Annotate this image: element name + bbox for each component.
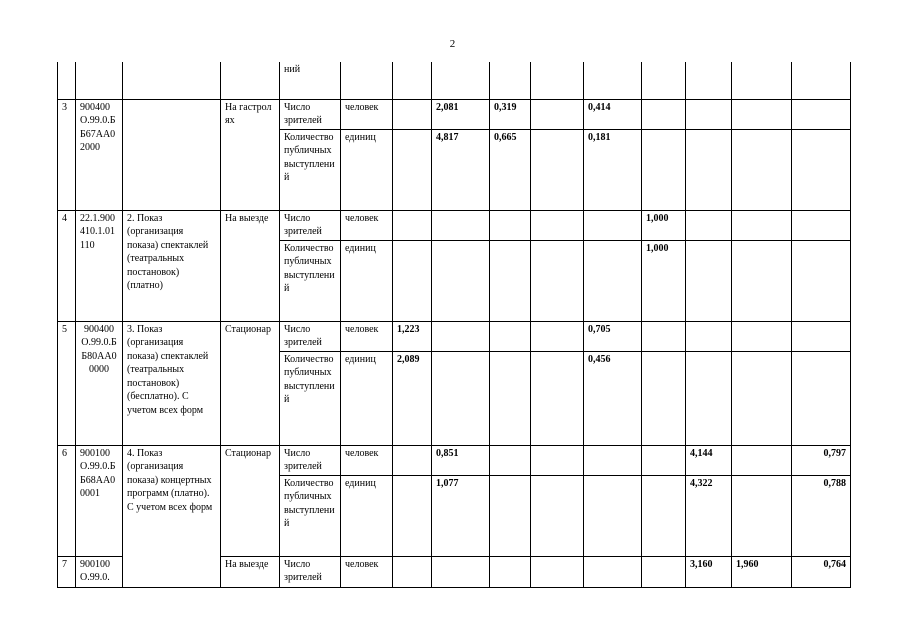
indicator-name: Число зрителей bbox=[280, 445, 341, 475]
indicator-name: Число зрителей bbox=[280, 99, 341, 129]
unit: человек bbox=[341, 210, 393, 240]
value-cell: 0,797 bbox=[792, 445, 851, 475]
value-cell: 2,089 bbox=[393, 351, 432, 445]
value-cell: 0,851 bbox=[432, 445, 490, 475]
indicator-cell: ний bbox=[280, 62, 341, 99]
value-cell: 0,764 bbox=[792, 556, 851, 587]
table-row bbox=[58, 321, 851, 351]
value-cell: 2,081 bbox=[432, 99, 490, 129]
service-name: 2. Показ (организация показа) спектаклей (театральных постановок) (платно) bbox=[123, 210, 221, 321]
table-row bbox=[58, 445, 851, 475]
services-table bbox=[57, 62, 851, 588]
value-cell: 0,181 bbox=[584, 129, 642, 210]
value-cell: 4,817 bbox=[432, 129, 490, 210]
indicator-name: Количество публичных выступлений bbox=[280, 351, 341, 445]
service-name: 3. Показ (организация показа) спектаклей (театральных постановок) (бесплатно). С учетом всех форм bbox=[123, 321, 221, 445]
unit: единиц bbox=[341, 129, 393, 210]
value-cell: 1,000 bbox=[642, 210, 686, 240]
service-form: На выезде bbox=[221, 210, 280, 321]
service-form: Стационар bbox=[221, 321, 280, 445]
registry-code: 900100О.99.0. bbox=[76, 556, 123, 587]
value-cell: 4,144 bbox=[686, 445, 732, 475]
registry-code: 900400О.99.0.ББ80АА00000 bbox=[76, 321, 123, 445]
table-row-continuation bbox=[58, 62, 851, 99]
unit: человек bbox=[341, 99, 393, 129]
value-cell: 1,077 bbox=[432, 475, 490, 556]
value-cell: 4,322 bbox=[686, 475, 732, 556]
unit: единиц bbox=[341, 240, 393, 321]
value-cell: 0,319 bbox=[490, 99, 531, 129]
value-cell: 0,456 bbox=[584, 351, 642, 445]
indicator-name: Число зрителей bbox=[280, 210, 341, 240]
registry-code: 900400О.99.0.ББ67АА02000 bbox=[76, 99, 123, 210]
row-number: 7 bbox=[58, 556, 76, 587]
indicator-name: Количество публичных выступлений bbox=[280, 475, 341, 556]
row-number: 3 bbox=[58, 99, 76, 210]
registry-code: 900100О.99.0.ББ68АА00001 bbox=[76, 445, 123, 556]
value-cell: 1,223 bbox=[393, 321, 432, 351]
value-cell: 0,788 bbox=[792, 475, 851, 556]
row-number: 4 bbox=[58, 210, 76, 321]
service-form: Стационар bbox=[221, 445, 280, 556]
unit: единиц bbox=[341, 475, 393, 556]
unit: человек bbox=[341, 556, 393, 587]
indicator-name: Число зрителей bbox=[280, 321, 341, 351]
row-number: 5 bbox=[58, 321, 76, 445]
value-cell: 3,160 bbox=[686, 556, 732, 587]
unit: человек bbox=[341, 321, 393, 351]
unit: единиц bbox=[341, 351, 393, 445]
table-row bbox=[58, 99, 851, 129]
row-number: 6 bbox=[58, 445, 76, 556]
indicator-name: Количество публичных выступлений bbox=[280, 129, 341, 210]
service-form: На гастролях bbox=[221, 99, 280, 210]
service-name bbox=[123, 99, 221, 210]
value-cell: 0,705 bbox=[584, 321, 642, 351]
indicator-name: Количество публичных выступлений bbox=[280, 240, 341, 321]
registry-code: 22.1.900410.1.01110 bbox=[76, 210, 123, 321]
page-number: 2 bbox=[449, 38, 456, 50]
service-form: На выезде bbox=[221, 556, 280, 587]
value-cell: 1,960 bbox=[732, 556, 792, 587]
value-cell: 0,414 bbox=[584, 99, 642, 129]
value-cell: 0,665 bbox=[490, 129, 531, 210]
service-name: 4. Показ (организация показа) концертных программ (платно). С учетом всех форм bbox=[123, 445, 221, 587]
indicator-name: Число зрителей bbox=[280, 556, 341, 587]
unit: человек bbox=[341, 445, 393, 475]
value-cell: 1,000 bbox=[642, 240, 686, 321]
table-row bbox=[58, 210, 851, 240]
